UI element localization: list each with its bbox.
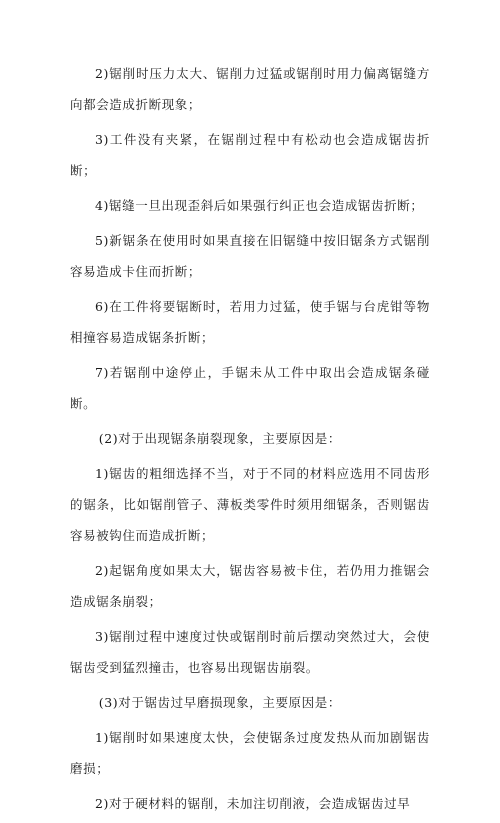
paragraph-item: 3)工件没有夹紧，在锯削过程中有松动也会造成锯齿折断； — [70, 132, 430, 178]
paragraph-item: 2)起锯角度如果太大，锯齿容易被卡住，若仍用力推锯会造成锯条崩裂； — [70, 563, 430, 609]
paragraph-item: 6)在工件将要锯断时，若用力过猛，使手锯与台虎钳等物相撞容易造成锯条折断； — [70, 299, 430, 345]
section-heading: (2)对于出现锯条崩裂现象，主要原因是： — [98, 431, 341, 446]
paragraph-item: 1)锯齿的粗细选择不当，对于不同的材料应选用不同齿形的锯条，比如锯削管子、薄板类零件时须用细锯条，否则锯齿容易被钩住而造成折断； — [70, 466, 430, 543]
paragraph-item: 1)锯削时如果速度太快，会使锯条过度发热从而加剧锯齿磨损； — [70, 730, 430, 776]
paragraph-item: 3)锯削过程中速度过快或锯削时前后摆动突然过大，会使锯齿受到猛烈撞击，也容易出现锯齿崩裂。 — [70, 629, 430, 675]
paragraph-item: 7)若锯削中途停止，手锯未从工件中取出会造成锯条碰断。 — [70, 365, 430, 411]
paragraph-item: 2)对于硬材料的锯削，未加注切削液，会造成锯齿过早 — [95, 796, 411, 811]
paragraph-item: 4)锯缝一旦出现歪斜后如果强行纠正也会造成锯齿折断； — [95, 198, 424, 213]
section-heading: (3)对于锯齿过早磨损现象，主要原因是： — [98, 695, 341, 710]
paragraph-item: 5)新锯条在使用时如果直接在旧锯缝中按旧锯条方式锯削容易造成卡住而折断； — [70, 233, 430, 279]
paragraph-item: 2)锯削时压力太大、锯削力过猛或锯削时用力偏离锯缝方向都会造成折断现象； — [70, 66, 430, 112]
document-body — [70, 58, 430, 823]
